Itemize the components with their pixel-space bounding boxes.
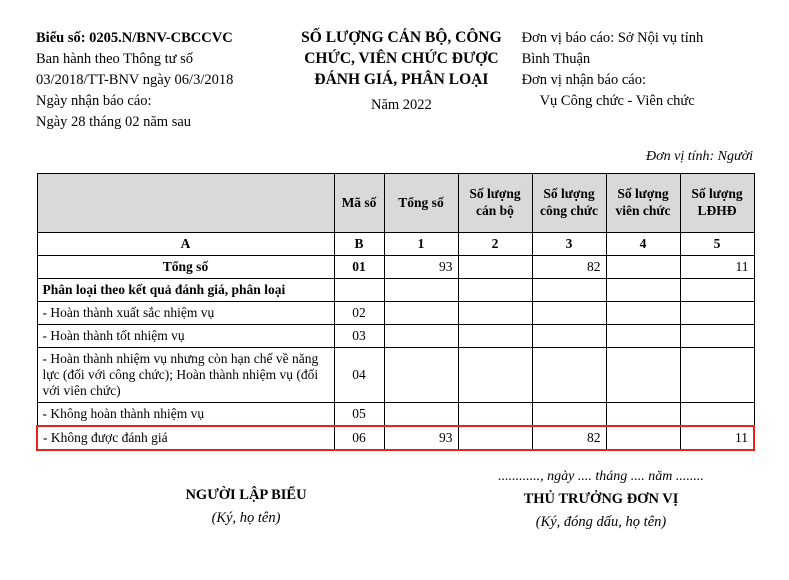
row-ldhd — [680, 403, 754, 427]
row-vienchuc — [606, 302, 680, 325]
table-row — [37, 256, 754, 279]
row-canbo — [458, 302, 532, 325]
row-congchuc: 82 — [532, 426, 606, 450]
column-reference-row — [37, 233, 754, 256]
row-vienchuc — [606, 279, 680, 302]
row-label: - Hoàn thành nhiệm vụ nhưng còn hạn chế về năng lực (đối với công chức); Hoàn thành nhiệm vụ (đối với viên chức) — [37, 348, 334, 403]
colref-a: A — [37, 233, 334, 256]
column-header-code: Mã số — [334, 174, 384, 233]
row-vienchuc — [606, 403, 680, 427]
table-row-highlighted — [37, 426, 754, 450]
row-congchuc — [532, 325, 606, 348]
column-header-congchuc: Số lượng công chức — [532, 174, 606, 233]
receiving-unit-value: Vụ Công chức - Viên chức — [539, 93, 695, 110]
row-label: Phân loại theo kết quả đánh giá, phân loại — [37, 279, 334, 302]
row-canbo — [458, 426, 532, 450]
row-total — [384, 302, 458, 325]
header-right-block — [522, 28, 757, 112]
column-header-ldhd: Số lượng LĐHĐ — [680, 174, 754, 233]
row-code: 05 — [334, 403, 384, 427]
issued-line-1: Ban hành theo Thông tư số — [36, 51, 194, 68]
table-row — [37, 348, 754, 403]
dateline: ............, ngày .... tháng .... năm ........ — [498, 469, 704, 485]
row-total — [384, 403, 458, 427]
signature-block-preparer — [136, 487, 356, 527]
receive-day-label: Ngày nhận báo cáo: — [36, 93, 152, 110]
colref-b: B — [334, 233, 384, 256]
row-code: 02 — [334, 302, 384, 325]
table-row — [37, 302, 754, 325]
row-canbo — [458, 348, 532, 403]
row-canbo — [458, 325, 532, 348]
colref-3: 3 — [532, 233, 606, 256]
reporting-unit-value: Bình Thuận — [521, 51, 591, 68]
head-subtitle: (Ký, đóng dấu, họ tên) — [535, 514, 667, 531]
colref-2: 2 — [458, 233, 532, 256]
row-total — [384, 279, 458, 302]
colref-1: 1 — [384, 233, 458, 256]
colref-5: 5 — [680, 233, 754, 256]
receiving-unit-label: Đơn vị nhận báo cáo: — [521, 72, 647, 89]
row-congchuc — [532, 403, 606, 427]
row-code: 06 — [334, 426, 384, 450]
reporting-unit-label: Đơn vị báo cáo: Sở Nội vụ tỉnh — [521, 30, 704, 46]
row-code: 03 — [334, 325, 384, 348]
row-code: 04 — [334, 348, 384, 403]
unit-of-measure-note: Đơn vị tính: Người — [646, 149, 753, 165]
colref-4: 4 — [606, 233, 680, 256]
table-header-row — [37, 174, 754, 233]
title-line-2: CHỨC, VIÊN CHỨC ĐƯỢC — [304, 49, 499, 67]
table-row — [37, 325, 754, 348]
title-line-3: ĐÁNH GIÁ, PHÂN LOẠI — [314, 70, 489, 88]
column-header-vienchuc: Số lượng viên chức — [606, 174, 680, 233]
row-label: - Hoàn thành xuất sắc nhiệm vụ — [37, 302, 334, 325]
document-footer — [36, 469, 757, 559]
row-total — [384, 325, 458, 348]
row-congchuc — [532, 279, 606, 302]
row-canbo — [458, 256, 532, 279]
form-code: Biểu số: 0205.N/BNV-CBCCVC — [36, 30, 233, 46]
row-label: - Không được đánh giá — [37, 426, 334, 450]
row-vienchuc — [606, 256, 680, 279]
document-header — [36, 28, 757, 133]
row-ldhd — [680, 302, 754, 325]
head-title: THỦ TRƯỞNG ĐƠN VỊ — [523, 491, 679, 508]
row-congchuc — [532, 302, 606, 325]
row-congchuc: 82 — [532, 256, 606, 279]
table-row — [37, 279, 754, 302]
row-label: - Hoàn thành tốt nhiệm vụ — [37, 325, 334, 348]
header-left-block — [36, 28, 281, 133]
issued-line-2: 03/2018/TT-BNV ngày 06/3/2018 — [36, 72, 234, 89]
row-canbo — [458, 279, 532, 302]
row-canbo — [458, 403, 532, 427]
signature-block-head — [456, 469, 746, 531]
row-vienchuc — [606, 348, 680, 403]
row-code: 01 — [334, 256, 384, 279]
row-congchuc — [532, 348, 606, 403]
table-row — [37, 403, 754, 427]
row-label: Tổng số — [37, 256, 334, 279]
row-ldhd — [680, 279, 754, 302]
row-ldhd — [680, 325, 754, 348]
column-header-label — [37, 174, 334, 233]
row-ldhd: 11 — [680, 256, 754, 279]
title-line-1: SỐ LƯỢNG CÁN BỘ, CÔNG — [301, 29, 502, 46]
row-ldhd: 11 — [680, 426, 754, 450]
row-total: 93 — [384, 426, 458, 450]
row-total: 93 — [384, 256, 458, 279]
row-label: - Không hoàn thành nhiệm vụ — [37, 403, 334, 427]
preparer-title: NGƯỜI LẬP BIỂU — [185, 487, 307, 504]
row-vienchuc — [606, 325, 680, 348]
report-year: Năm 2022 — [370, 96, 432, 113]
row-total — [384, 348, 458, 403]
row-code — [334, 279, 384, 302]
document-title — [281, 28, 521, 115]
row-ldhd — [680, 348, 754, 403]
column-header-canbo: Số lượng cán bộ — [458, 174, 532, 233]
preparer-subtitle: (Ký, họ tên) — [211, 510, 281, 527]
receive-day-value: Ngày 28 tháng 02 năm sau — [36, 114, 192, 131]
evaluation-table — [36, 173, 755, 451]
column-header-total: Tổng số — [384, 174, 458, 233]
row-vienchuc — [606, 426, 680, 450]
